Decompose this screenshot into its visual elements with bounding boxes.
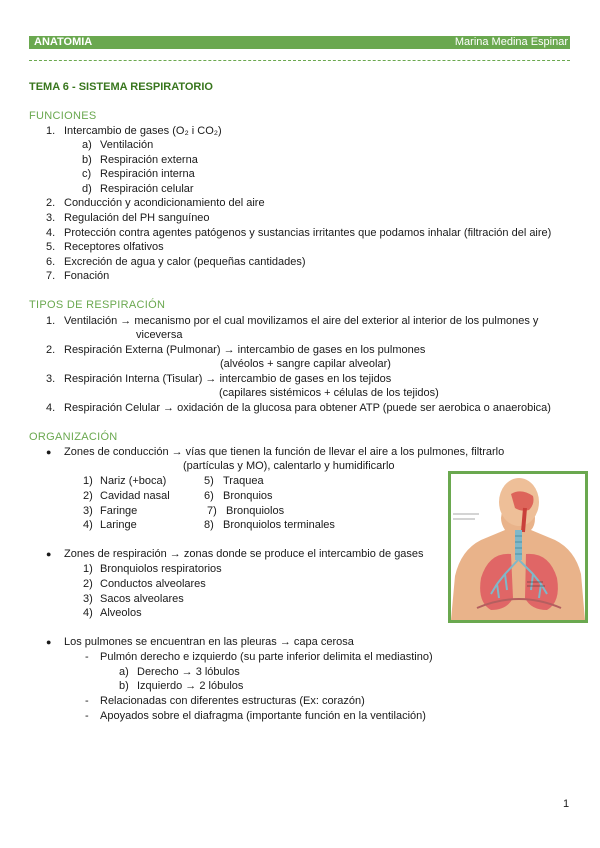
page-title: TEMA 6 - SISTEMA RESPIRATORIO <box>29 81 213 93</box>
list-item-number: 4) <box>83 519 93 531</box>
list-item-number: b) <box>119 680 129 692</box>
dash: - <box>85 695 89 707</box>
respiratory-system-illustration-icon <box>451 474 585 620</box>
list-item: Respiración Externa (Pulmonar) → intercambio de gases en los pulmones <box>64 344 426 356</box>
list-item-number: c) <box>82 168 92 180</box>
pulmones-sub3: Apoyados sobre el diafragma (importante función en la ventilación) <box>100 710 426 722</box>
list-item: Protección contra agentes patógenos y sustancias irritantes que podamos inhalar (filtración del aire) <box>64 227 552 239</box>
bullet: ● <box>46 637 52 647</box>
list-item: Bronquiolos respiratorios <box>100 563 222 575</box>
list-item-number: 1. <box>46 315 56 327</box>
list-item: Fonación <box>64 270 110 282</box>
list-item-number: 2) <box>83 490 93 502</box>
list-item: Intercambio de gases (O₂ i CO₂) <box>64 125 222 137</box>
list-item: Alveolos <box>100 607 142 619</box>
list-item: Respiración interna <box>100 168 195 180</box>
list-item: Excreción de agua y calor (pequeñas cantidades) <box>64 256 306 268</box>
list-item-number: 2) <box>83 578 93 590</box>
conduccion-continuation: (partículas y MO), calentarlo y humidificarlo <box>183 460 395 472</box>
list-item-number: a) <box>119 666 129 678</box>
list-item-number: d) <box>82 183 92 195</box>
section-tipos-heading: TIPOS DE RESPIRACIÓN <box>29 299 166 311</box>
pulmones-sub1: Pulmón derecho e izquierdo (su parte inferior delimita el mediastino) <box>100 651 433 663</box>
list-item: Cavidad nasal <box>100 490 170 502</box>
list-item-number: 4) <box>83 607 93 619</box>
list-item-number: 1. <box>46 125 56 137</box>
list-item-number: 2. <box>46 197 56 209</box>
list-item: Faringe <box>100 505 138 517</box>
conduccion-text: Zones de conducción → vías que tienen la función de llevar el aire a los pulmones, filtrarlo <box>64 446 505 458</box>
header-bar <box>29 36 570 49</box>
list-item-number: 3. <box>46 212 56 224</box>
list-item-number: 3) <box>83 505 93 517</box>
list-item-number: 3) <box>83 593 93 605</box>
list-item-number: 5) <box>204 475 214 487</box>
list-item: Respiración Celular → oxidación de la glucosa para obtener ATP (puede ser aerobica o anaerobica) <box>64 402 551 414</box>
bullet: ● <box>46 447 52 457</box>
list-item: Conducción y acondicionamiento del aire <box>64 197 265 209</box>
dash: - <box>85 651 89 663</box>
list-item-number: 2. <box>46 344 56 356</box>
list-item-number: 5. <box>46 241 56 253</box>
list-item: Respiración externa <box>100 154 198 166</box>
list-item: Ventilación → mecanismo por el cual movilizamos el aire del exterior al interior de los pulmones y <box>64 315 539 327</box>
list-item: Respiración celular <box>100 183 194 195</box>
list-item: Bronquiolos <box>226 505 285 517</box>
list-item-number: a) <box>82 139 92 151</box>
list-item: Receptores olfativos <box>64 241 164 253</box>
list-item-number: 7. <box>46 270 56 282</box>
list-item: Nariz (+boca) <box>100 475 167 487</box>
bullet: ● <box>46 549 52 559</box>
list-item-number: b) <box>82 154 92 166</box>
list-item-number: 4. <box>46 402 56 414</box>
list-item: Regulación del PH sanguíneo <box>64 212 210 224</box>
list-item: Laringe <box>100 519 137 531</box>
list-item: Sacos alveolares <box>100 593 184 605</box>
header-author: Marina Medina Espinar <box>454 36 568 48</box>
list-item: Bronquiolos terminales <box>223 519 335 531</box>
pulmones-text: Los pulmones se encuentran en las pleuras → capa cerosa <box>64 636 354 648</box>
list-item-number: 7) <box>207 505 217 517</box>
respiracion-text: Zones de respiración → zonas donde se produce el intercambio de gases <box>64 548 424 560</box>
list-item: Conductos alveolares <box>100 578 206 590</box>
header-divider <box>29 60 570 61</box>
list-item-continuation: (capilares sistémicos + células de los tejidos) <box>219 387 439 399</box>
list-item-continuation: (alvéolos + sangre capilar alveolar) <box>220 358 391 370</box>
list-item-number: 3. <box>46 373 56 385</box>
page-number: 1 <box>563 798 570 810</box>
list-item-number: 8) <box>204 519 214 531</box>
list-item-number: 1) <box>83 563 93 575</box>
list-item: Bronquios <box>223 490 273 502</box>
header-subject: ANATOMIA <box>34 36 93 48</box>
list-item: Izquierdo → 2 lóbulos <box>137 680 244 692</box>
dash: - <box>85 710 89 722</box>
list-item: Derecho → 3 lóbulos <box>137 666 240 678</box>
list-item-number: 1) <box>83 475 93 487</box>
list-item: Respiración Interna (Tisular) → intercambio de gases en los tejidos <box>64 373 392 385</box>
pulmones-sub2: Relacionadas con diferentes estructuras (Ex: corazón) <box>100 695 365 707</box>
list-item-number: 6) <box>204 490 214 502</box>
section-funciones-heading: FUNCIONES <box>29 110 97 122</box>
list-item: Traquea <box>223 475 264 487</box>
list-item: Ventilación <box>100 139 154 151</box>
section-organizacion-heading: ORGANIZACIÓN <box>29 431 118 443</box>
respiratory-system-figure <box>448 471 588 623</box>
list-item-continuation: viceversa <box>136 329 183 341</box>
list-item-number: 6. <box>46 256 56 268</box>
list-item-number: 4. <box>46 227 56 239</box>
